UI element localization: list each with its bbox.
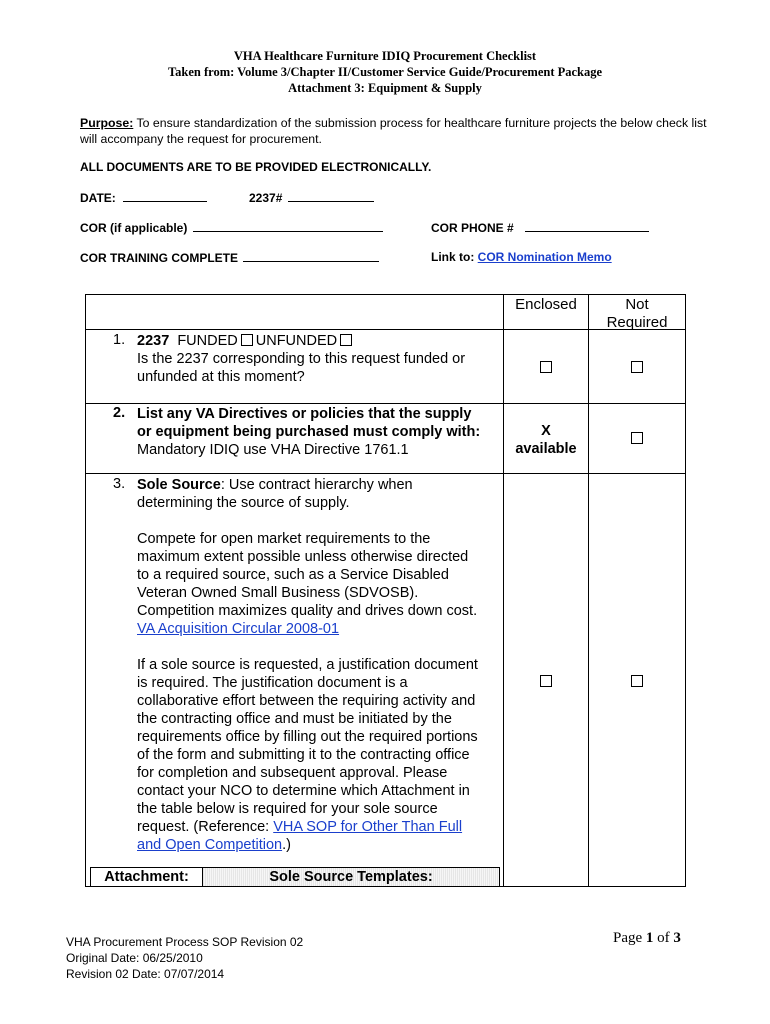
sub-templates-header: Sole Source Templates: — [203, 868, 499, 886]
row3-p3-line7: for completion and subsequent approval. Please — [137, 765, 448, 781]
row2-line1: List any VA Directives or policies that the supply — [137, 406, 472, 422]
row3-ref-suffix: .) — [282, 837, 291, 853]
col-not-required-header — [589, 296, 685, 332]
row3-p3-line2: is required. The justification document is a — [137, 675, 408, 691]
row3-title-rest: : Use contract hierarchy when — [220, 477, 413, 493]
table-divider-2 — [588, 294, 589, 887]
row3-p2-line4: Veteran Owned Small Business (SDVOSB). — [137, 585, 419, 601]
table-top-border — [85, 294, 686, 295]
row3-p3-line3: collaborative effort between the requiring activity and — [137, 693, 476, 709]
row3-number: 3. — [113, 476, 126, 492]
col-not-required-line1: Not — [625, 296, 649, 313]
num-2237-label: 2237# — [249, 191, 283, 205]
row2-number: 2. — [113, 405, 126, 421]
cor-blank[interactable] — [193, 220, 383, 232]
cor-link-field — [431, 250, 612, 264]
footer-line1: VHA Procurement Process SOP Revision 02 — [66, 935, 304, 949]
row2-text — [137, 405, 502, 459]
sub-attachment-header: Attachment: — [91, 868, 203, 886]
table-left-border — [85, 294, 86, 887]
num-2237-field — [249, 190, 374, 205]
row1-code: 2237 — [137, 333, 170, 349]
footer-line2: Original Date: 06/25/2010 — [66, 951, 203, 965]
col-enclosed-header: Enclosed — [515, 296, 577, 313]
cor-phone-label: COR PHONE # — [431, 221, 514, 235]
page-of: of — [657, 930, 670, 946]
row1-text — [137, 332, 502, 386]
doc-subtitle: Taken from: Volume 3/Chapter II/Customer Service Guide/Procurement Package — [167, 65, 603, 79]
va-acquisition-circular-link[interactable]: VA Acquisition Circular 2008-01 — [137, 621, 340, 637]
electronic-notice: ALL DOCUMENTS ARE TO BE PROVIDED ELECTRONICALLY. — [80, 160, 432, 174]
row3-p2-line1: Compete for open market requirements to the — [137, 531, 431, 547]
sole-source-subtable — [90, 867, 500, 887]
row1-line2: Is the 2237 corresponding to this request funded or — [137, 351, 466, 367]
row1-funded-label: FUNDED — [177, 333, 238, 349]
page-total: 3 — [673, 930, 681, 946]
cor-training-blank[interactable] — [243, 250, 379, 262]
purpose-paragraph — [80, 115, 710, 147]
num-2237-blank[interactable] — [288, 190, 374, 202]
footer-revision-info — [66, 934, 303, 982]
row3-p3-line6: of the form and submitting it to the contracting office — [137, 747, 470, 763]
cor-label: COR (if applicable) — [80, 221, 188, 235]
doc-attachment-title: Attachment 3: Equipment & Supply — [288, 81, 482, 95]
cor-phone-blank[interactable] — [525, 220, 649, 232]
row1-not-required-checkbox[interactable] — [631, 361, 643, 373]
date-field — [80, 190, 207, 205]
date-label: DATE: — [80, 191, 116, 205]
row3-p3-line9: the table below is required for your sole source — [137, 801, 438, 817]
row1-enclosed-checkbox[interactable] — [540, 361, 552, 373]
row2-enclosed-text: available — [515, 441, 577, 457]
row3-p3-line5: requirements office by filling out the required portions — [137, 729, 478, 745]
row3-p2-line5: Competition maximizes quality and drives down cost. — [137, 603, 478, 619]
row2-line2: or equipment being purchased must comply with: — [137, 424, 481, 440]
row1-number: 1. — [113, 332, 126, 348]
cor-field — [80, 220, 383, 235]
link-label: Link to: — [431, 250, 475, 264]
row3-p3-line8: contact your NCO to determine which Attachment in — [137, 783, 470, 799]
row1-unfunded-label: UNFUNDED — [255, 333, 338, 349]
row2-enclosed-mark: X — [541, 423, 551, 439]
row1-unfunded-checkbox[interactable] — [340, 334, 352, 346]
row3-title: Sole Source — [137, 477, 221, 493]
footer-line3: Revision 02 Date: 07/07/2014 — [66, 967, 225, 981]
row2-not-required-checkbox[interactable] — [631, 432, 643, 444]
purpose-text: To ensure standardization of the submission process for healthcare furniture projects the below check list will accompany the request for procurement. — [80, 116, 707, 146]
table-row2-rule — [85, 473, 686, 474]
date-blank[interactable] — [123, 190, 207, 202]
cor-nomination-memo-link[interactable]: COR Nomination Memo — [477, 250, 612, 264]
table-divider-1 — [503, 294, 504, 887]
row3-enclosed-checkbox[interactable] — [540, 675, 552, 687]
page-current: 1 — [645, 930, 654, 946]
purpose-label: Purpose: — [80, 116, 134, 130]
vha-sop-link-part2[interactable]: and Open Competition — [137, 837, 283, 853]
row3-text — [137, 476, 502, 854]
row2-enclosed-cell — [504, 422, 588, 458]
row3-p2-line2: maximum extent possible unless otherwise directed — [137, 549, 469, 565]
row3-p2-line3: to a required source, such as a Service Disabled — [137, 567, 449, 583]
row3-p3-line4: the contracting office and must be initiated by the — [137, 711, 452, 727]
row1-line3: unfunded at this moment? — [137, 369, 305, 385]
page-number — [613, 930, 681, 947]
row1-funded-checkbox[interactable] — [241, 334, 253, 346]
cor-phone-field — [431, 220, 649, 235]
col-not-required-line2: Required — [606, 314, 668, 331]
row3-ref-prefix: request. (Reference: — [137, 819, 274, 835]
vha-sop-link-part1[interactable]: VHA SOP for Other Than Full — [273, 819, 463, 835]
table-right-border — [685, 294, 686, 887]
doc-title: VHA Healthcare Furniture IDIQ Procurement Checklist — [233, 49, 537, 63]
row3-not-required-checkbox[interactable] — [631, 675, 643, 687]
page-word: Page — [613, 930, 643, 946]
cor-training-label: COR TRAINING COMPLETE — [80, 251, 238, 265]
cor-training-field — [80, 250, 379, 265]
row2-line3: Mandatory IDIQ use VHA Directive 1761.1 — [137, 442, 409, 458]
row3-p3-line1: If a sole source is requested, a justification document — [137, 657, 478, 673]
table-row1-rule — [85, 403, 686, 404]
row3-title-line2: determining the source of supply. — [137, 495, 350, 511]
